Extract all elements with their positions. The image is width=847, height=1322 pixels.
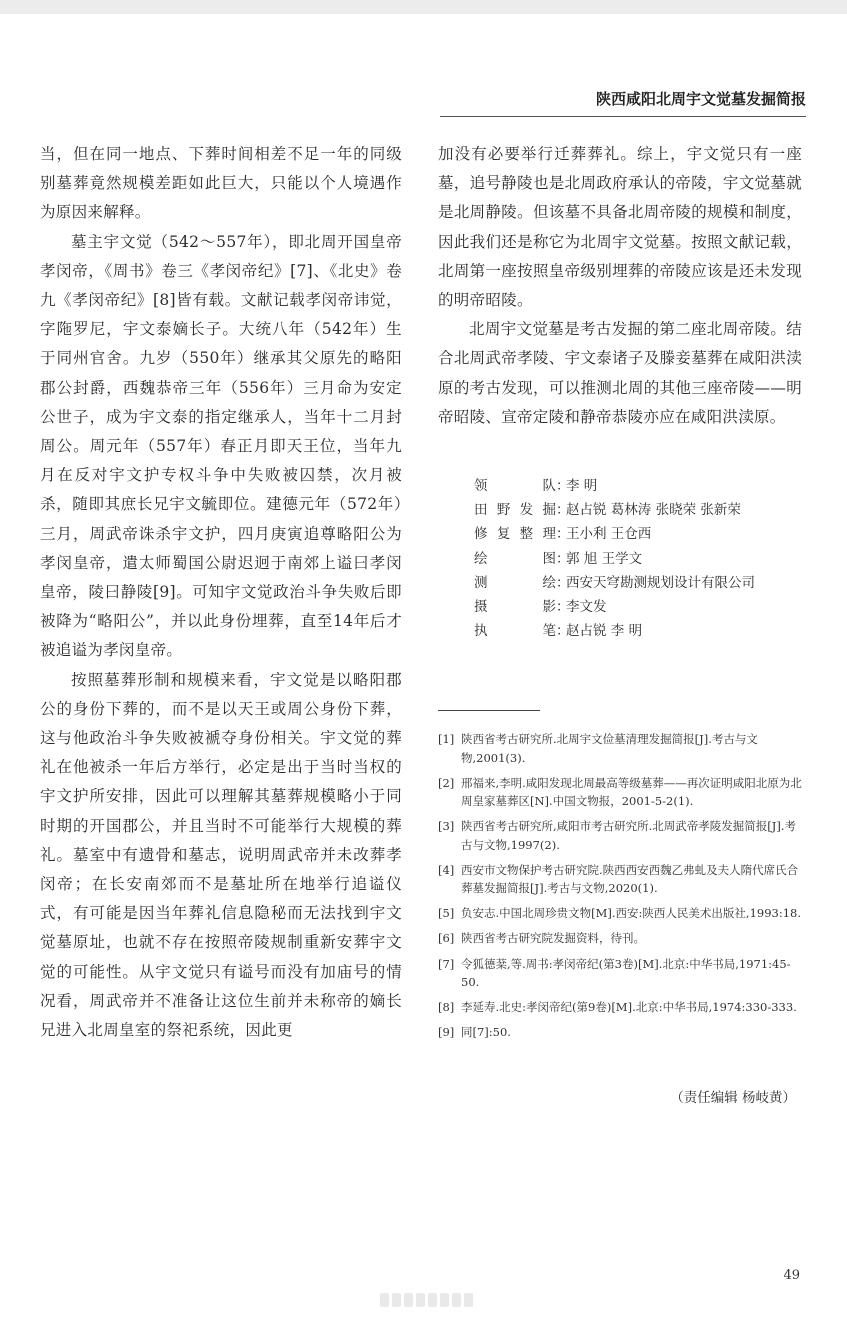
staff-role: 测绘 [474, 574, 556, 591]
staff-role: 绘图 [474, 550, 556, 567]
running-header: 陕西咸阳北周宇文觉墓发掘简报 [595, 90, 806, 108]
staff-role: 领队 [474, 478, 556, 494]
reference-number: [1] [438, 732, 455, 746]
left-column [40, 140, 402, 1045]
staff-names: 李文发 [566, 598, 607, 615]
reference-text: 负安志.中国北周珍贵文物[M].西安:陕西人民美术出版社,1993:18. [461, 906, 802, 921]
paragraph: 当，但在同一地点、下葬时间相差不足一年的同级别墓葬竟然规模差距如此巨大，只能以个人境遇作为原因来解释。 [40, 145, 402, 222]
reference-number: [4] [438, 862, 455, 877]
reference-number: [2] [438, 775, 455, 790]
right-column [438, 140, 802, 432]
references [438, 730, 804, 1048]
watermark [380, 1293, 476, 1307]
staff-role: 摄影 [474, 598, 556, 615]
reference-item [438, 774, 804, 811]
staff-row: 修复整理 ： 王小利 王仓西 [474, 522, 814, 546]
staff-row: 领队 ： 李 明 [474, 474, 814, 498]
reference-item [438, 998, 804, 1017]
staff-role: 执笔 [474, 623, 556, 640]
reference-item [438, 817, 804, 854]
staff-row: 执笔 ： 赵占锐 李 明 [474, 619, 814, 643]
staff-row: 田野发掘 ： 赵占锐 葛林涛 张晓荣 张新荣 [474, 498, 814, 522]
responsible-editor: （责任编辑 杨岐黄） [670, 1090, 796, 1106]
reference-number: [8] [438, 1000, 455, 1015]
reference-item [438, 861, 804, 898]
staff-row: 测绘 ： 西安天穹勘测规划设计有限公司 [474, 571, 814, 595]
staff-row: 绘图 ： 郭 旭 王学文 [474, 547, 814, 571]
reference-item [438, 730, 804, 767]
staff-names: 郭 旭 王学文 [566, 550, 643, 567]
reference-text: 陕西省考古研究所.北周宇文俭墓清理发掘简报[J].考古与文物,2001(3). [461, 732, 758, 765]
references-rule [438, 710, 540, 711]
reference-text: 李延寿.北史:孝闵帝纪(第9卷)[M].北京:中华书局,1974:330-333. [461, 1000, 797, 1015]
staff-names: 赵占锐 葛林涛 张晓荣 张新荣 [566, 502, 741, 519]
page-number: 49 [783, 1268, 800, 1283]
reference-text: 陕西省考古研究院发掘资料，待刊。 [461, 931, 645, 946]
staff-names: 西安天穹勘测规划设计有限公司 [566, 574, 755, 591]
staff-names: 赵占锐 李 明 [566, 623, 643, 640]
paragraph: 北周宇文觉墓是考古发掘的第二座北周帝陵。结合北周武帝孝陵、宇文泰诸子及滕妾墓葬在咸阳洪渎原的考古发现，可以推测北周的其他三座帝陵——明帝昭陵、宣帝定陵和静帝恭陵亦应在咸阳洪渎原。 [438, 320, 802, 426]
reference-item [438, 904, 804, 923]
reference-text: 西安市文物保护考古研究院.陕西西安西魏乙弗虬及夫人隋代席氏合葬墓发掘简报[J].考古与文物,2020(1). [461, 862, 799, 896]
header-rule [440, 116, 806, 117]
staff-row: 摄影 ： 李文发 [474, 595, 814, 619]
staff-names: 王小利 王仓西 [566, 526, 652, 543]
reference-text: 同[7]:50. [461, 1025, 511, 1040]
reference-item [438, 929, 804, 948]
staff-credits [474, 474, 814, 643]
reference-item [438, 1023, 804, 1042]
reference-text: 令狐德棻,等.周书:孝闵帝纪(第3卷)[M].北京:中华书局,1971:45-50. [461, 956, 791, 990]
reference-number: [6] [438, 931, 455, 946]
paragraph: 加没有必要举行迁葬葬礼。综上，宇文觉只有一座墓，追号静陵也是北周政府承认的帝陵，宇文觉墓就是北周静陵。但该墓不具备北周帝陵的规模和制度，因此我们还是称它为北周宇文觉墓。按照文献记载，北周第一座按照皇帝级别埋葬的帝陵应该是还未发现的明帝昭陵。 [438, 145, 802, 310]
staff-names: 李 明 [566, 478, 598, 494]
reference-number: [9] [438, 1025, 455, 1040]
reference-text: 陕西省考古研究所,咸阳市考古研究所.北周武帝孝陵发掘简报[J].考古与文物,1997(2). [461, 819, 797, 852]
reference-number: [3] [438, 819, 455, 834]
reference-item [438, 955, 804, 992]
reference-number: [7] [438, 956, 455, 971]
top-band [0, 0, 847, 14]
paragraph: 按照墓葬形制和规模来看，宇文觉是以略阳郡公的身份下葬的，而不是以天王或周公身份下葬，这与他政治斗争失败被褫夺身份相关。宇文觉的葬礼在他被杀一年后方举行，必定是出于当时当权的宇文护所安排，因此可以理解其墓葬规模略小于同时期的开国郡公，并且当时不可能举行大规模的葬礼。墓室中有遗骨和墓志，说明周武帝并未改葬孝闵帝；在长安南郊而不是墓址所在地举行追谥仪式，有可能是因当年葬礼信息隐秘而无法找到宇文觉墓原址，也就不存在按照帝陵规制重新安葬宇文觉的可能性。从宇文觉只有谥号而没有加庙号的情况看，周武帝并不准备让这位生前并未称帝的嫡长兄进入北周皇室的祭祀系统，因此更 [40, 670, 402, 1040]
reference-number: [5] [438, 906, 455, 921]
staff-role: 修复整理 [474, 526, 556, 543]
staff-role: 田野发掘 [474, 502, 556, 519]
paragraph: 墓主宇文觉（542～557年），即北周开国皇帝孝闵帝，《周书》卷三《孝闵帝纪》[7]、《北史》卷九《孝闵帝纪》[8]皆有载。文献记载孝闵帝讳觉，字陁罗尼，宇文泰嫡长子。大统八年（542年）生于同州官舍。九岁（550年）继承其父原先的略阳郡公封爵，西魏恭帝三年（556年）三月命为安定公世子，成为宇文泰的指定继承人，当年十二月封周公。周元年（557年）春正月即天王位，当年九月在反对宇文护专权斗争中失败被囚禁，次月被杀，随即其庶长兄宇文毓即位。建德元年（572年）三月，周武帝诛杀宇文护，四月庚寅追尊略阳公为孝闵皇帝，遣太师蜀国公尉迟迥于南郊上谥曰孝闵皇帝，陵曰静陵[9]。可知宇文觉政治斗争失败后即被降为“略阳公”，并以此身份埋葬，直至14年后才被追谥为孝闵皇帝。 [40, 232, 402, 660]
reference-text: 邢福来,李明.咸阳发现北周最高等级墓葬——再次证明咸阳北原为北周皇家墓葬区[N].中国文物报，2001-5-2(1). [461, 775, 802, 809]
